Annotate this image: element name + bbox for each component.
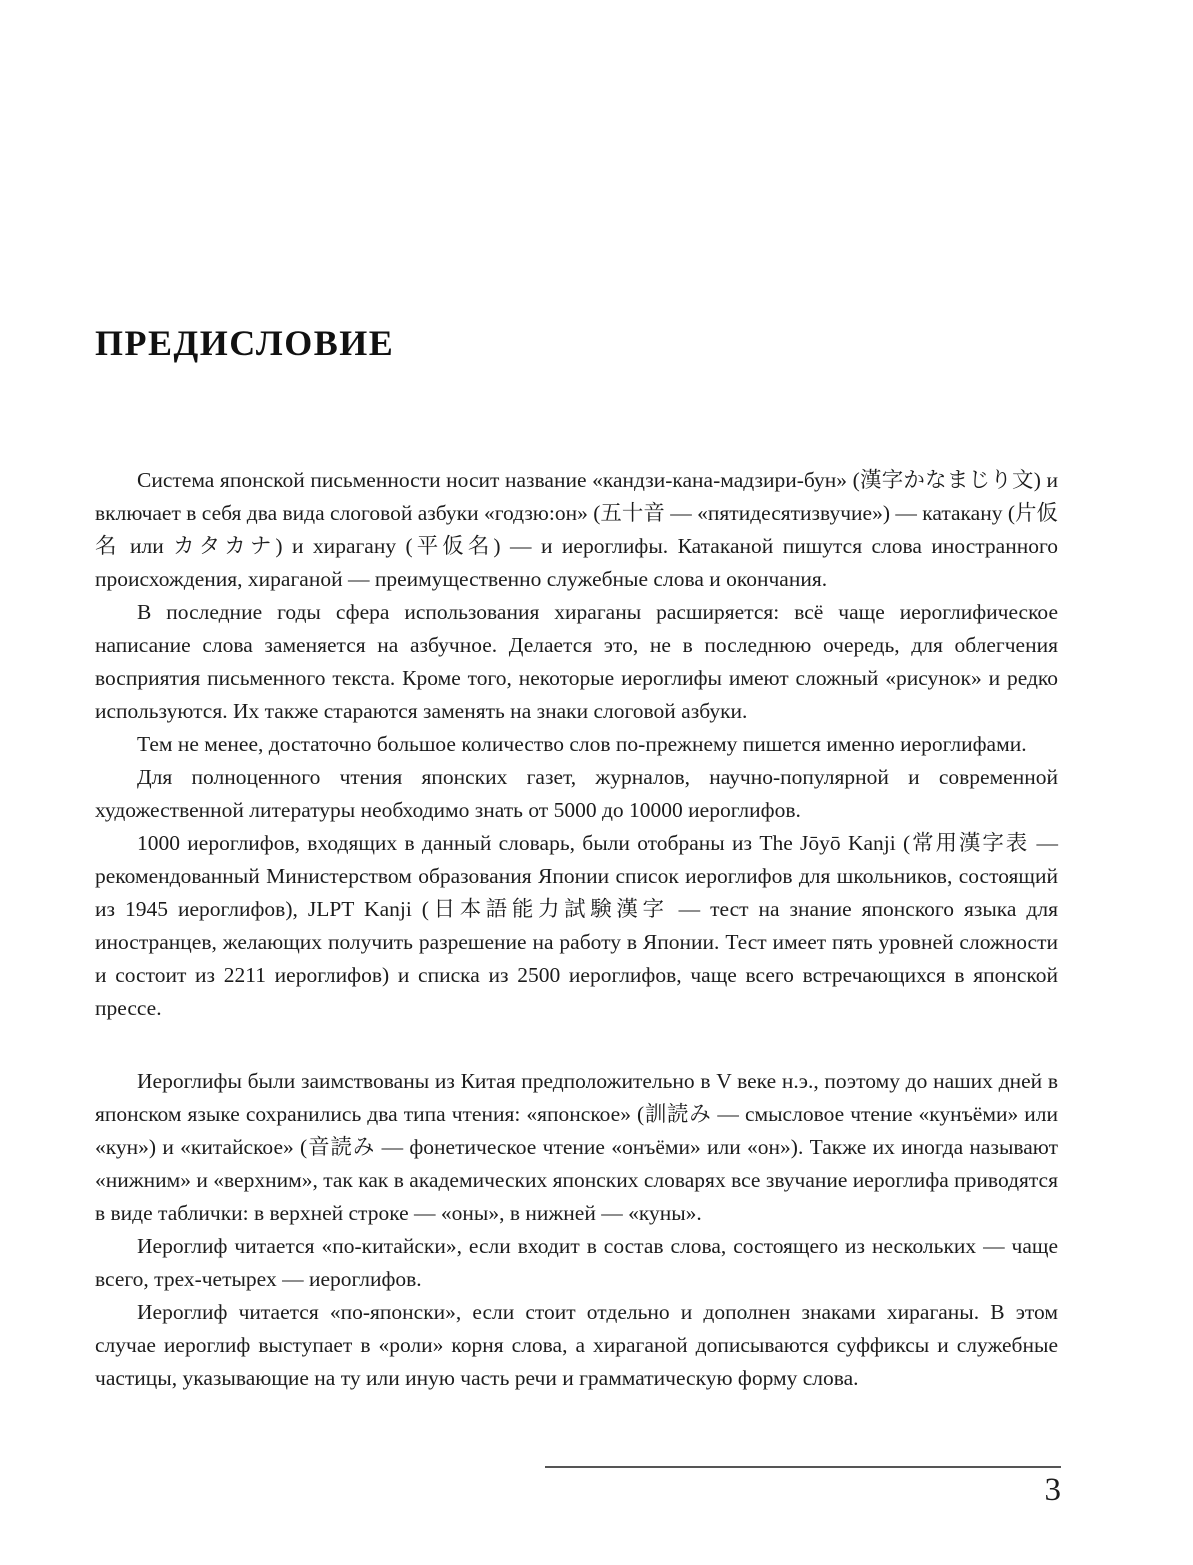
page-title: ПРЕДИСЛОВИЕ [95, 323, 395, 363]
paragraph: 1000 иероглифов, входящих в данный словарь, были отобраны из The Jōyō Kanji (常用漢字表 — рекомендованный Министерством образования Японии список иероглифов для школьников, состоящий из 1945 иероглифов), JLPT Kanji (日本語能力試験漢字 — тест на знание японского языка для иностранцев, желающих получить разрешение на работу в Японии. Тест имеет пять уровней сложности и состоит из 2211 иероглифов) и списка из 2500 иероглифов, чаще всего встречающихся в японской прессе. [95, 831, 1058, 1020]
paragraph: В последние годы сфера использования хираганы расширяется: всё чаще иероглифическое написание слова заменяется на азбучное. Делается это, не в последнюю очередь, для облегчения восприятия письменного текста. Кроме того, некоторые иероглифы имеют сложный «рисунок» и редко используются. Их также стараются заменять на знаки слоговой азбуки. [95, 600, 1058, 723]
paragraph: Иероглифы были заимствованы из Китая предположительно в V веке н.э., поэтому до наших дней в японском языке сохранились два типа чтения: «японское» (訓読み — смысловое чтение «кунъёми» или «кун») и «китайское» (音読み — фонетическое чтение «онъёми» или «он»). Также их иногда называют «нижним» и «верхним», так как в академических японских словарях все звучание иероглифа приводятся в виде таблички: в верхней строке — «оны», в нижней — «куны». [95, 1069, 1058, 1225]
page-content [95, 322, 1058, 1395]
paragraph: Иероглиф читается «по-японски», если стоит отдельно и дополнен знаками хираганы. В этом случае иероглиф выступает в «роли» корня слова, а хираганой дописываются суффиксы и служебные частицы, указывающие на ту или иную часть речи и грамматическую форму слова. [95, 1300, 1058, 1390]
paragraph: Система японской письменности носит название «кандзи-кана-мадзири-бун» (漢字かなまじり文) и включает в себя два вида слоговой азбуки «годзю:он» (五十音 — «пятидесятизвучие») — катакану (片仮名 или カタカナ) и хирагану (平仮名) — и иероглифы. Катаканой пишутся слова иностранного происхождения, хираганой — преимущественно служебные слова и окончания. [95, 468, 1058, 591]
paragraph: Тем не менее, достаточно большое количество слов по-прежнему пишется именно иероглифами. [137, 732, 1027, 756]
page-number: 3 [1044, 1472, 1061, 1508]
paragraph: Для полноценного чтения японских газет, журналов, научно-популярной и современной художественной литературы необходимо знать от 5000 до 10000 иероглифов. [95, 765, 1058, 822]
body-text [95, 464, 1058, 1395]
paragraph: Иероглиф читается «по-китайски», если входит в состав слова, состоящего из нескольких — чаще всего, трех-четырех — иероглифов. [95, 1234, 1058, 1291]
footer-rule [545, 1466, 1061, 1468]
